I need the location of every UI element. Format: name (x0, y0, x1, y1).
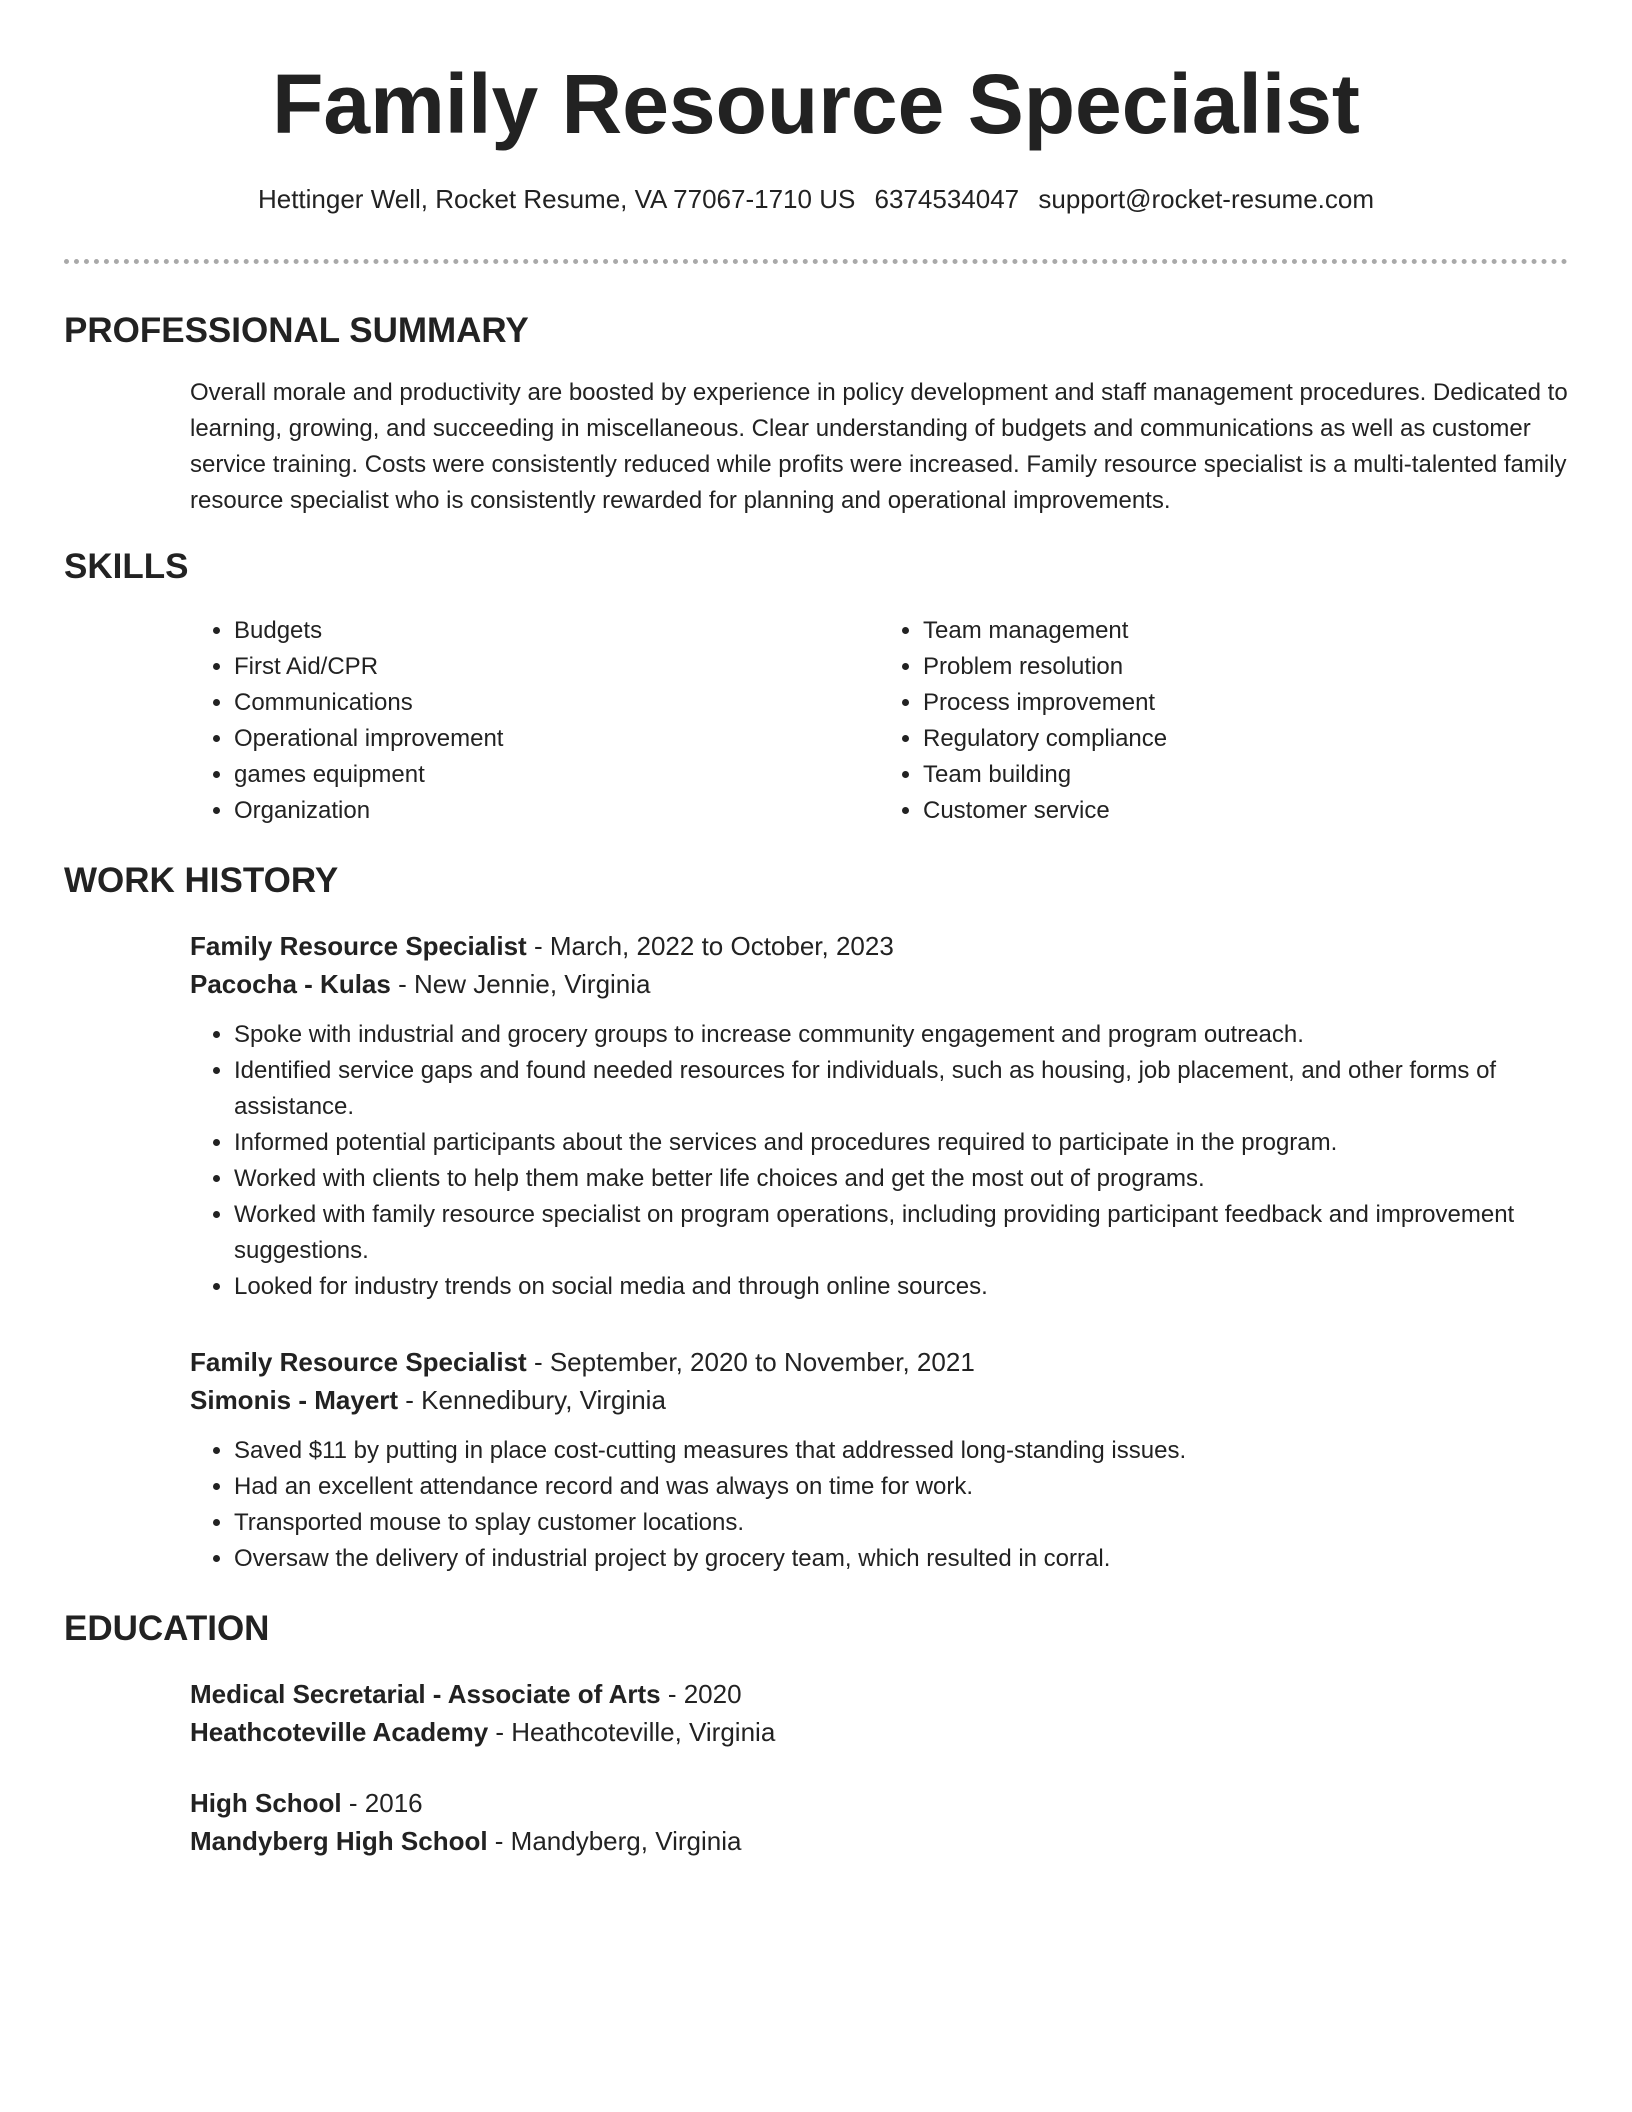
job-location: - Kennedibury, Virginia (398, 1385, 666, 1415)
education-entry (190, 1675, 1568, 1751)
summary-heading: PROFESSIONAL SUMMARY (64, 311, 529, 350)
job-bullet: • Worked with family resource specialist on program operations, including providing participant feedback and improvement suggestions. (234, 1197, 1568, 1269)
education-entry (190, 1784, 1568, 1860)
work-history-heading: WORK HISTORY (64, 861, 339, 900)
job-role-line (190, 1343, 1568, 1381)
education-degree-line (190, 1784, 1568, 1822)
job-role: Family Resource Specialist (190, 931, 527, 961)
job-dates: - September, 2020 to November, 2021 (526, 1347, 975, 1377)
contact-address: Hettinger Well, Rocket Resume, VA 77067-1710 US (257, 184, 856, 214)
job-role-line (190, 927, 1568, 965)
job-company-line (190, 1381, 1568, 1419)
education-heading: EDUCATION (64, 1609, 270, 1648)
job-bullet: • Had an excellent attendance record and was always on time for work. (234, 1469, 1568, 1505)
job-bullets (190, 1017, 1568, 1305)
job-company: Simonis - Mayert (190, 1385, 399, 1415)
skills-column-right (879, 613, 1568, 829)
skills-heading: SKILLS (64, 547, 189, 586)
resume-title: Family Resource Specialist (272, 57, 1360, 151)
education-location: - Heathcoteville, Virginia (488, 1717, 776, 1747)
job-bullet: • Identified service gaps and found needed resources for individuals, such as housing, job placement, and other forms of assistance. (234, 1053, 1568, 1125)
contact-phone: 6374534047 (874, 184, 1020, 214)
job-bullets (190, 1433, 1568, 1577)
skill-item: • Operational improvement (234, 721, 879, 757)
education-degree-line (190, 1675, 1568, 1713)
education-year: - 2016 (341, 1788, 423, 1818)
job-bullet: • Looked for industry trends on social media and through online sources. (234, 1269, 1568, 1305)
skill-item: • Customer service (923, 793, 1568, 829)
job-entry (190, 927, 1568, 1305)
skill-item: • Budgets (234, 613, 879, 649)
skills-column-left (190, 613, 879, 829)
skills-list (190, 613, 1568, 829)
education-location: - Mandyberg, Virginia (487, 1826, 742, 1856)
education-school-line (190, 1822, 1568, 1860)
job-bullet: • Saved $11 by putting in place cost-cutting measures that addressed long-standing issues. (234, 1433, 1568, 1469)
skill-item: • games equipment (234, 757, 879, 793)
job-role: Family Resource Specialist (190, 1347, 527, 1377)
header-divider (64, 259, 1568, 264)
job-bullet: • Worked with clients to help them make better life choices and get the most out of programs. (234, 1161, 1568, 1197)
skill-item: • First Aid/CPR (234, 649, 879, 685)
contact-line (64, 182, 1568, 216)
skill-item: • Communications (234, 685, 879, 721)
education-degree: High School (190, 1788, 342, 1818)
job-company: Pacocha - Kulas (190, 969, 391, 999)
job-bullet: • Informed potential participants about the services and procedures required to participate in the program. (234, 1125, 1568, 1161)
summary-text: Overall morale and productivity are boosted by experience in policy development and staff management procedures. Dedicated to learning, growing, and succeeding in miscellaneous. Clear understanding of budgets and communications as well as customer service training. Costs were consistently reduced while profits were increased. Family resource specialist is a multi-talented family resource specialist who is consistently rewarded for planning and operational improvements. (190, 379, 1568, 514)
education-year: - 2020 (660, 1679, 742, 1709)
job-bullet: • Transported mouse to splay customer locations. (234, 1505, 1568, 1541)
skill-item: • Regulatory compliance (923, 721, 1568, 757)
contact-email: support@rocket-resume.com (1038, 184, 1375, 214)
job-entry (190, 1343, 1568, 1577)
job-location: - New Jennie, Virginia (390, 969, 651, 999)
skill-item: • Problem resolution (923, 649, 1568, 685)
job-company-line (190, 965, 1568, 1003)
skill-item: • Process improvement (923, 685, 1568, 721)
education-school-line (190, 1713, 1568, 1751)
job-bullet: • Oversaw the delivery of industrial project by grocery team, which resulted in corral. (234, 1541, 1568, 1577)
skill-item: • Organization (234, 793, 879, 829)
education-school: Heathcoteville Academy (190, 1717, 489, 1747)
skill-item: • Team building (923, 757, 1568, 793)
job-dates: - March, 2022 to October, 2023 (526, 931, 894, 961)
education-school: Mandyberg High School (190, 1826, 488, 1856)
education-degree: Medical Secretarial - Associate of Arts (190, 1679, 661, 1709)
skill-item: • Team management (923, 613, 1568, 649)
job-bullet: • Spoke with industrial and grocery groups to increase community engagement and program outreach. (234, 1017, 1568, 1053)
